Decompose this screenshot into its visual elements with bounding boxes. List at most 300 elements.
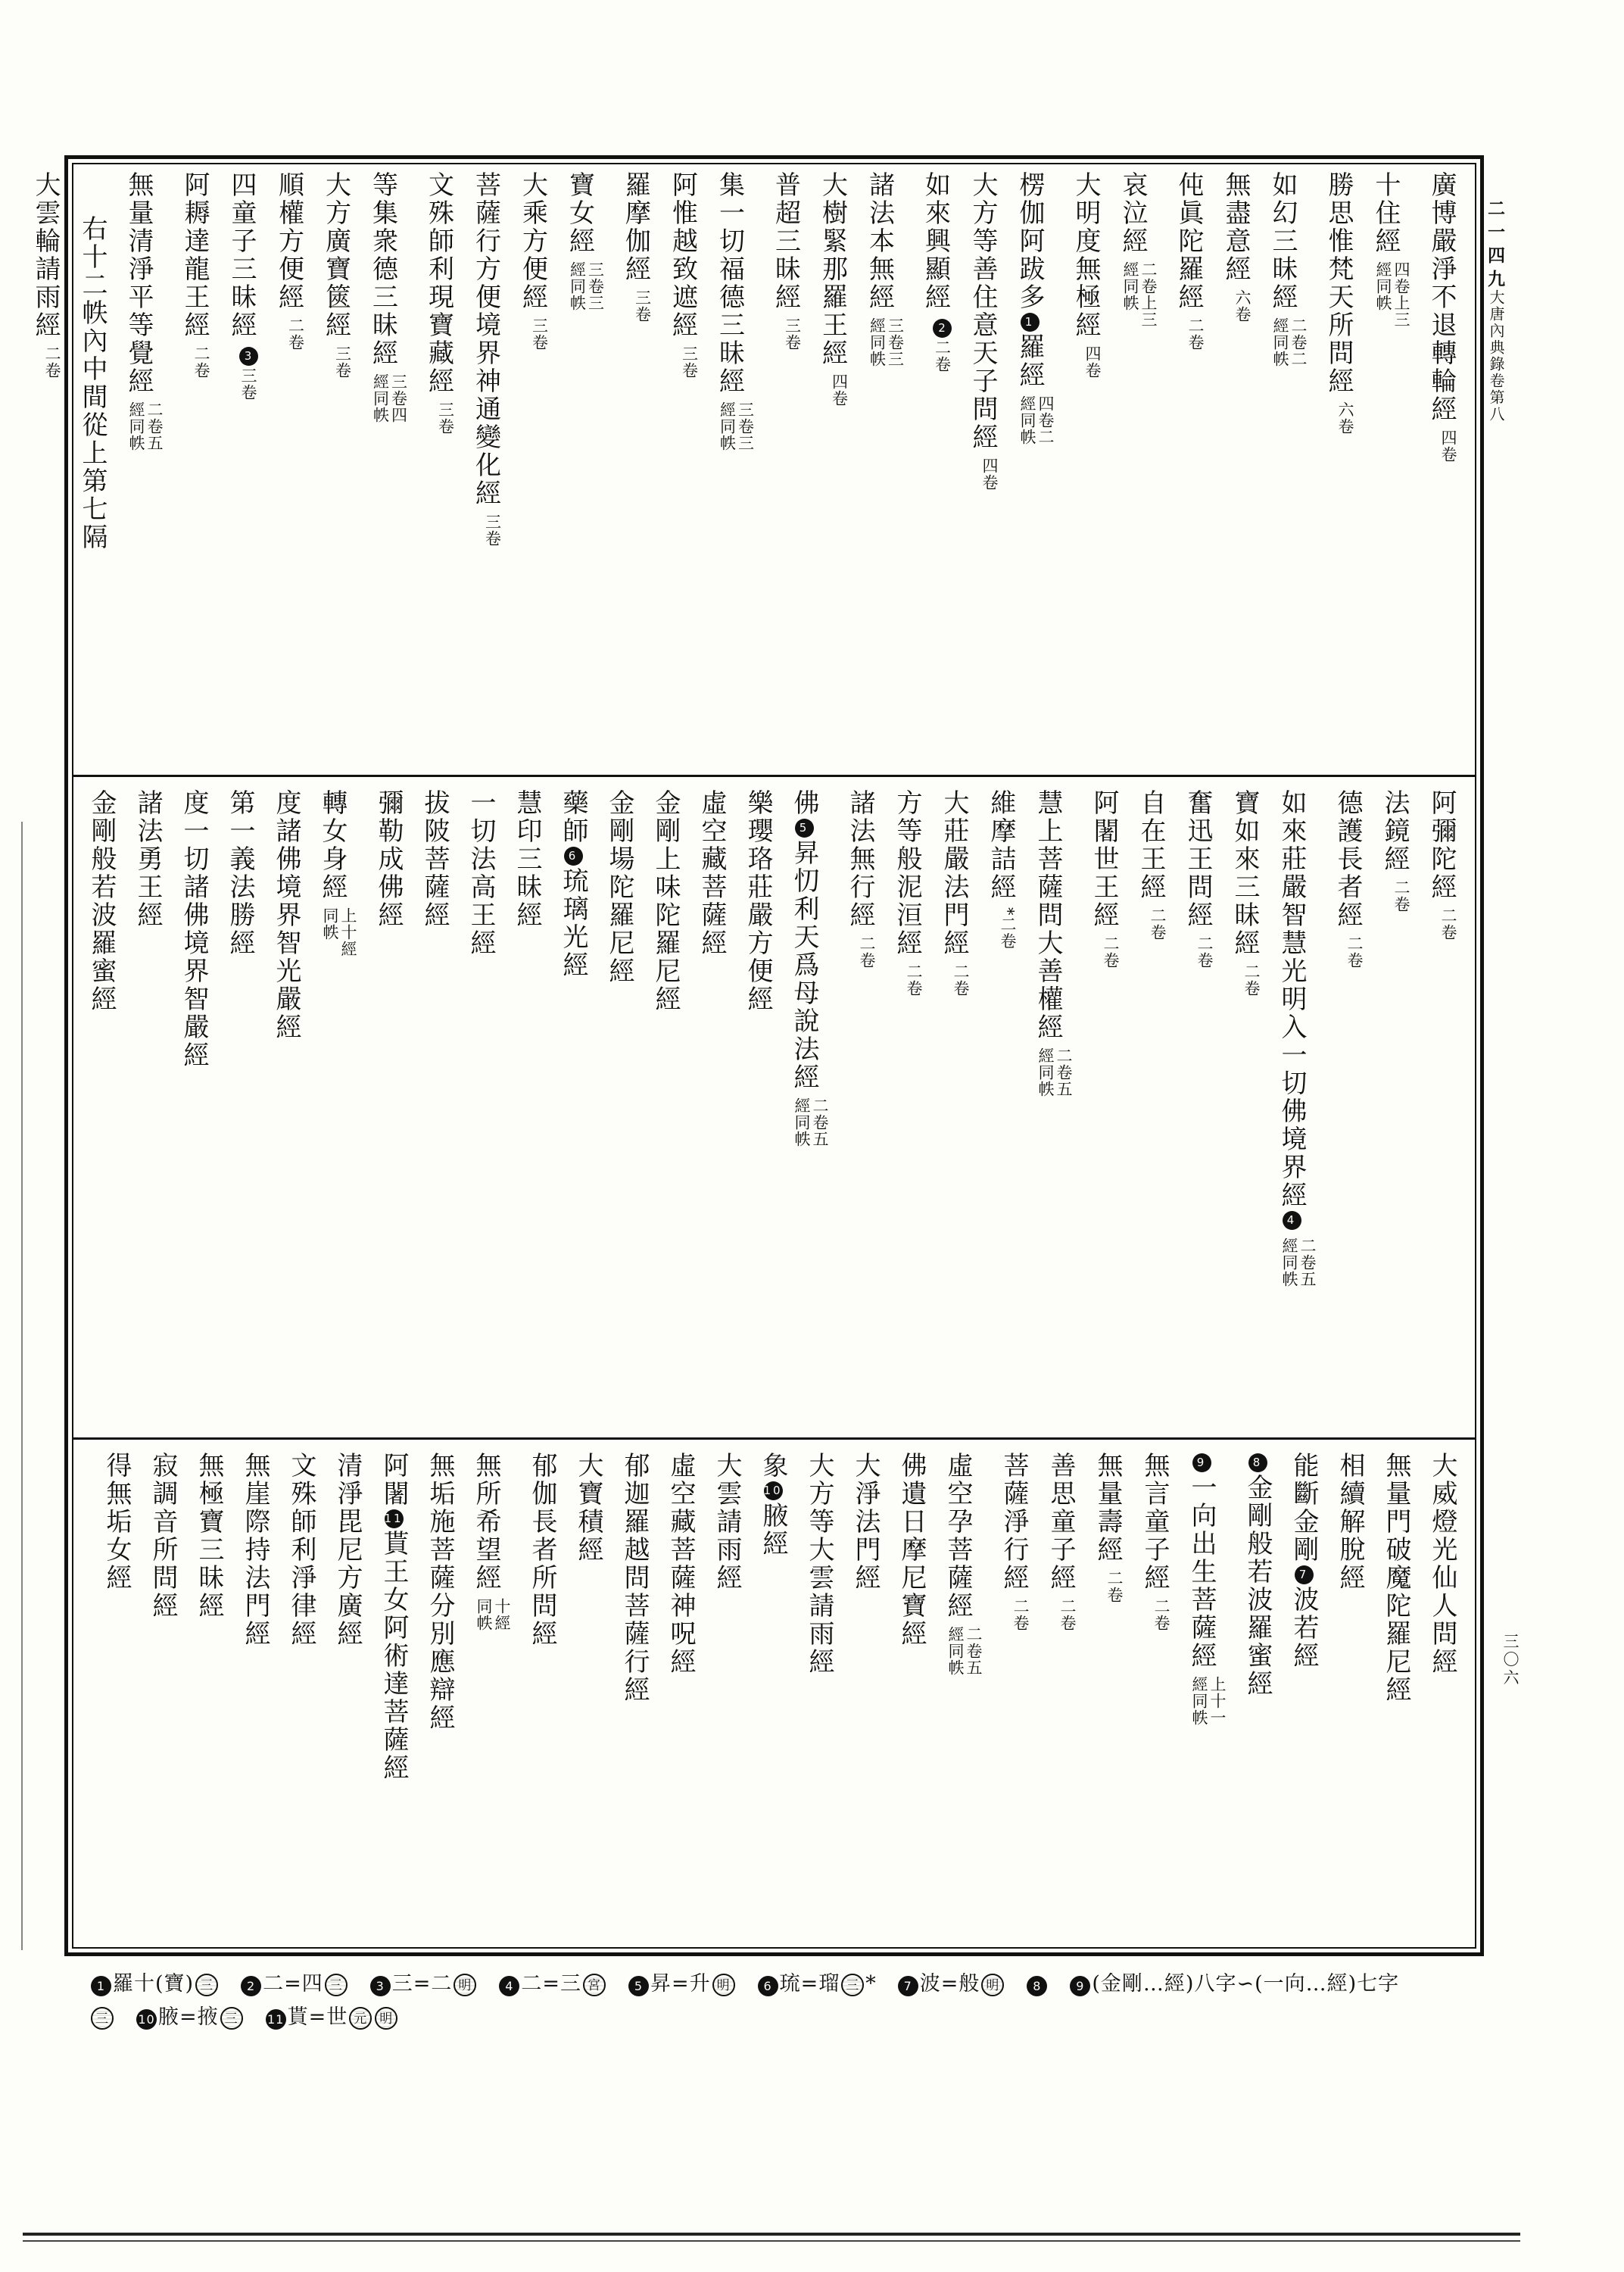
sutra-entry — [332, 1452, 363, 1944]
page-number-top: 二一四九 — [1485, 199, 1505, 293]
volume-note — [321, 907, 357, 957]
volume-note — [484, 513, 502, 547]
footnote-line — [89, 2001, 1528, 2034]
sutra-title: 諸法勇王經 — [132, 789, 163, 929]
sutra-title: 寶如來三昧經 — [1230, 789, 1260, 957]
edition-mark-icon: 三 — [220, 2007, 243, 2030]
volume-note — [933, 317, 952, 373]
sutra-entry — [317, 789, 357, 1433]
volume-note-column: 三卷 — [633, 289, 652, 323]
sutra-entry — [132, 789, 163, 1433]
sutra-entry — [179, 171, 210, 769]
volume-note-column: 經同帙 — [127, 401, 145, 451]
sutra-title: 方等般泥洹經 — [892, 789, 922, 957]
sutra-title: 如來興顯經 — [920, 171, 951, 311]
sutra-title: 9一向出生菩薩經 — [1186, 1452, 1217, 1670]
volume-note-column: 四卷 — [830, 373, 849, 407]
sutra-entry — [804, 1452, 834, 1944]
sutra-title: 虛空藏菩薩經 — [697, 789, 727, 957]
footnote-ref-icon: 1 — [1021, 313, 1040, 332]
volume-note-column: 二卷 — [1058, 1598, 1077, 1631]
sutra-title: 大明度無極經 — [1071, 171, 1101, 339]
volume-note-column: *二卷 — [999, 907, 1017, 950]
sutra-entry — [1276, 789, 1317, 1433]
footnote-ref-icon: 11 — [385, 1509, 404, 1528]
sutra-entry — [271, 789, 301, 1433]
volume-note — [287, 317, 305, 351]
sutra-entry — [758, 1452, 788, 1944]
sutra-entry — [1186, 1452, 1227, 1944]
sutra-entry — [471, 171, 502, 769]
footnote-ref-icon: 8 — [1248, 1453, 1267, 1472]
sutra-entry — [845, 789, 876, 1433]
sutra-title: 文殊師利現寶藏經 — [423, 171, 454, 395]
sutra-title: 諸法無行經 — [845, 789, 875, 929]
edition-mark-icon: 明 — [712, 1974, 735, 1996]
volume-note-column: 三卷三 — [736, 401, 755, 451]
volume-note-column: 二卷上三 — [1139, 261, 1158, 328]
edition-mark-icon: 宮 — [583, 1974, 606, 1996]
page-number-bottom: 三〇六 — [1501, 1633, 1520, 1687]
volume-note — [192, 345, 210, 379]
sutra-title: 大雲輪請雨經 — [30, 171, 61, 339]
volume-note-column: 三卷 — [483, 513, 502, 547]
sutra-entry — [123, 171, 164, 769]
volume-note-column: 二卷 — [1392, 879, 1410, 913]
sutra-title: 無量壽經 — [1093, 1452, 1123, 1564]
sutra-title: 阿惟越致遮經 — [667, 171, 698, 339]
sutra-title: 寶女經 — [564, 171, 595, 255]
sutra-entry — [621, 171, 652, 769]
sutra-title: 象10腋經 — [758, 1452, 788, 1558]
volume-note-column: 二卷 — [1439, 907, 1457, 941]
volume-note-column: 同帙 — [475, 1598, 493, 1631]
sutra-entry — [939, 789, 970, 1433]
volume-note-column: 十經 — [493, 1598, 511, 1631]
sutra-entry — [226, 171, 258, 769]
edition-mark-icon: 三 — [325, 1974, 348, 1996]
sutra-title: 伅眞陀羅經 — [1174, 171, 1204, 311]
volume-note — [681, 345, 699, 379]
sutra-title: 大雲請雨經 — [712, 1452, 742, 1592]
sutra-title: 度一切諸佛境界智嚴經 — [179, 789, 209, 1069]
volume-note-column: 同帙 — [321, 907, 339, 941]
footnote-item: 9 (金剛…經)八字∽(一向…經)七字 — [1068, 1972, 1399, 1996]
edition-mark-icon: 明 — [981, 1974, 1004, 1996]
sutra-entry — [999, 1452, 1030, 1944]
volume-note-column: 三卷三 — [886, 317, 905, 367]
sutra-title: 十住經 — [1370, 171, 1401, 255]
volume-note — [569, 261, 605, 311]
volume-note — [1190, 1676, 1227, 1726]
sutra-title: 佛5昇忉利天爲母說法經 — [789, 789, 819, 1091]
sutra-title: 能斷金剛7波若經 — [1289, 1452, 1319, 1670]
sutra-entry — [1117, 171, 1158, 769]
scan-artifact-line — [21, 822, 23, 1950]
volume-note-column: 四卷 — [980, 457, 999, 491]
sutra-title: 大方等大雲請雨經 — [804, 1452, 834, 1676]
footnote-ref-icon: 5 — [628, 1976, 649, 1996]
volume-note-column: 二卷 — [1105, 1570, 1124, 1603]
sutra-title: 金剛般若波羅蜜經 — [86, 789, 117, 1013]
sutra-entry — [379, 1452, 409, 1944]
volume-note-column: 二卷 — [1149, 907, 1167, 941]
volume-note — [1392, 879, 1410, 913]
sutra-title: 諸法本無經 — [864, 171, 895, 311]
volume-note — [1242, 963, 1261, 997]
sutra-title: 羅摩伽經 — [620, 171, 651, 283]
sutra-title: 廣博嚴淨不退轉輪經 — [1426, 171, 1457, 423]
volume-note-column: 經同帙 — [1036, 1047, 1055, 1097]
volume-note — [1036, 1047, 1073, 1097]
sutra-entry — [943, 1452, 983, 1944]
sutra-entry — [240, 1452, 270, 1944]
sutra-title: 第一義法勝經 — [225, 789, 255, 957]
volume-note — [239, 345, 258, 401]
footnote-ref-icon: 7 — [898, 1976, 918, 1996]
volume-note-column: 經同帙 — [371, 373, 390, 423]
sutra-title: 順權方便經 — [273, 171, 304, 311]
volume-note-column: 二卷 — [858, 935, 876, 969]
sutra-entry — [1370, 171, 1410, 769]
sutra-title: 大方等善住意天子問經 — [968, 171, 998, 451]
volume-note-column: 三卷 — [530, 317, 549, 351]
volume-note-column: 二卷 — [1195, 935, 1214, 969]
sutra-title: 大乘方便經 — [517, 171, 548, 311]
sutra-title: 清淨毘尼方廣經 — [332, 1452, 363, 1648]
sutra-title: 如來莊嚴智慧光明入一切佛境界經4 — [1276, 789, 1307, 1231]
footnote-ref-icon: 10 — [136, 2009, 157, 2030]
footnote-ref-icon: 3 — [239, 347, 258, 366]
sutra-entry — [715, 171, 755, 769]
sutra-title: 如幻三昧經 — [1267, 171, 1298, 311]
volume-note — [980, 457, 999, 491]
volume-note — [793, 1097, 829, 1147]
volume-note-column: 經同帙 — [946, 1626, 965, 1676]
volume-note-column: 經同帙 — [1121, 261, 1139, 311]
sutra-entry — [1381, 1452, 1411, 1944]
sutra-title: 阿闍世王經 — [1089, 789, 1119, 929]
volume-note-column: 二卷 — [192, 345, 210, 379]
sutra-entry — [865, 171, 905, 769]
edition-mark-icon: 三 — [841, 1974, 864, 1996]
sutra-entry — [77, 171, 108, 769]
sutra-entry — [986, 789, 1017, 1433]
footnote-item: 1 羅十(寶) 三 — [89, 1972, 220, 1996]
sutra-title: 佛遺日摩尼寶經 — [896, 1452, 927, 1648]
sutra-title: 寂調音所問經 — [148, 1452, 178, 1620]
sutra-entry — [892, 789, 923, 1433]
volume-note-column: 經同帙 — [718, 401, 737, 451]
volume-note — [1152, 1598, 1170, 1631]
volume-note-column: 二卷五 — [811, 1097, 829, 1147]
sutra-title: 自在王經 — [1136, 789, 1166, 901]
sutra-title: 等集衆德三昧經 — [367, 171, 398, 367]
volume-note-column: 三卷 — [436, 401, 455, 435]
sutra-entry — [518, 171, 549, 769]
sutra-entry — [527, 1452, 557, 1944]
sutra-title: 大淨法門經 — [850, 1452, 881, 1592]
volume-note — [372, 373, 408, 423]
sutra-entry — [101, 1452, 132, 1944]
volume-note-column: 三卷四 — [389, 373, 408, 423]
volume-note-column: 上十經 — [339, 907, 357, 957]
volume-note-column: 三卷 — [783, 317, 802, 351]
footnote-ref-icon: 10 — [764, 1481, 783, 1500]
volume-note-column: 三卷 — [333, 345, 352, 379]
volume-note-column: 四卷二 — [1036, 395, 1055, 445]
sutra-entry — [512, 789, 542, 1433]
volume-note-column: 二卷 — [1345, 935, 1364, 969]
volume-note — [858, 935, 876, 969]
sutra-entry — [373, 789, 404, 1433]
volume-note — [1186, 317, 1205, 351]
sutra-title: 右十二帙內中間從上第七隔 — [77, 215, 108, 551]
sutra-entry — [286, 1452, 316, 1944]
sutra-title: 大威燈光仙人問經 — [1427, 1452, 1457, 1676]
volume-note-column: 二卷 — [1242, 963, 1261, 997]
volume-note — [1233, 289, 1252, 323]
volume-note — [334, 345, 352, 379]
catalog-section-middle — [76, 777, 1473, 1433]
sutra-entry — [1093, 1452, 1124, 1944]
sutra-title: 奮迅王問經 — [1183, 789, 1213, 929]
sutra-entry — [1335, 1452, 1365, 1944]
sutra-title: 勝思惟梵天所問經 — [1323, 171, 1354, 395]
footnote-item: 4 二=三 宮 — [497, 1972, 607, 1996]
volume-note — [1280, 1237, 1317, 1287]
volume-note-column: 二卷 — [1102, 935, 1120, 969]
bottom-rule — [23, 2240, 1520, 2242]
volume-note-column: 二卷 — [1186, 317, 1205, 351]
volume-note — [437, 401, 455, 435]
volume-note — [718, 401, 755, 451]
sutra-title: 無垢施菩薩分別應辯經 — [425, 1452, 455, 1732]
volume-note-column: 經同帙 — [1190, 1676, 1208, 1726]
volume-note-column: 經同帙 — [868, 317, 887, 367]
volume-note — [1345, 935, 1364, 969]
volume-note — [1149, 907, 1167, 941]
sutra-entry — [1323, 171, 1354, 769]
sutra-entry — [466, 789, 496, 1433]
bottom-rule — [23, 2233, 1520, 2236]
volume-note — [946, 1626, 983, 1676]
sutra-entry — [1379, 789, 1410, 1433]
volume-note — [1439, 907, 1457, 941]
sutra-title: 8金剛般若波羅蜜經 — [1242, 1452, 1273, 1698]
sutra-title: 藥師6琉璃光經 — [558, 789, 588, 979]
footnote-item: 2 二=四 三 — [239, 1972, 349, 1996]
volume-note-column: 3三卷 — [239, 345, 258, 401]
sutra-entry — [896, 1452, 927, 1944]
footnote-ref-icon: 8 — [1027, 1976, 1047, 1996]
volume-note-column: 二卷 — [905, 963, 923, 997]
sutra-title: 大樹緊那羅王經 — [817, 171, 848, 367]
sutra-entry — [565, 171, 605, 769]
edition-mark-icon: 三 — [195, 1974, 218, 1996]
sutra-entry — [771, 171, 802, 769]
volume-note-column: 經同帙 — [793, 1097, 811, 1147]
volume-note-column: 經同帙 — [568, 261, 587, 311]
volume-note — [1105, 1570, 1124, 1603]
sutra-title: 一切法高王經 — [466, 789, 496, 957]
sutra-entry — [712, 1452, 742, 1944]
sutra-entry — [968, 171, 999, 769]
volume-note — [784, 317, 802, 351]
volume-note-column: 六卷 — [1233, 289, 1252, 323]
sutra-entry — [425, 1452, 455, 1944]
volume-note-column: 四卷上三 — [1392, 261, 1410, 328]
footnote-ref-icon: 2 — [933, 319, 952, 338]
footnote-item — [89, 2005, 115, 2029]
sutra-title: 金剛場陀羅尼經 — [604, 789, 634, 985]
sutra-title: 轉女身經 — [317, 789, 348, 901]
sutra-entry — [368, 171, 408, 769]
sutra-title: 哀泣經 — [1117, 171, 1148, 255]
edition-mark-icon: 元 — [349, 2007, 372, 2030]
footnote-ref-icon: 1 — [91, 1976, 111, 1996]
sutra-entry — [1427, 1452, 1457, 1944]
footnotes — [89, 1968, 1528, 2034]
volume-note-column: 二卷 — [43, 345, 61, 379]
volume-note — [831, 373, 849, 407]
volume-note-column: 經同帙 — [1280, 1237, 1298, 1287]
sutra-title: 菩薩淨行經 — [999, 1452, 1029, 1592]
sutra-title: 郁迦羅越問菩薩行經 — [619, 1452, 650, 1704]
volume-note — [43, 345, 61, 379]
sutra-entry — [1015, 171, 1055, 769]
footnote-ref-icon: 2 — [241, 1976, 261, 1996]
footnote-line — [89, 1968, 1528, 2001]
edition-mark-icon: 明 — [454, 1974, 476, 1996]
sutra-entry — [471, 1452, 511, 1944]
sutra-title: 阿耨達龍王經 — [179, 171, 210, 339]
sutra-entry — [921, 171, 952, 769]
sutra-entry — [1426, 789, 1457, 1433]
sutra-title: 無言童子經 — [1139, 1452, 1170, 1592]
sutra-title: 虛空藏菩薩神呪經 — [665, 1452, 696, 1676]
sutra-entry — [194, 1452, 224, 1944]
sutra-entry — [321, 171, 352, 769]
sutra-entry — [558, 789, 588, 1433]
catalog-section-top — [30, 159, 1473, 769]
sutra-title: 金剛上味陀羅尼經 — [650, 789, 681, 1013]
sutra-entry — [419, 789, 450, 1433]
volume-note-column: 二卷五 — [145, 401, 164, 451]
volume-note — [1102, 935, 1120, 969]
footnote-item — [1025, 1972, 1049, 1996]
volume-note — [531, 317, 549, 351]
sutra-title: 無盡意經 — [1220, 171, 1251, 283]
volume-note — [1374, 261, 1410, 328]
volume-note — [868, 317, 905, 367]
sutra-title: 無所希望經 — [471, 1452, 501, 1592]
footnote-item: 5 昇=升 明 — [627, 1972, 737, 1996]
sutra-entry — [668, 171, 699, 769]
sutra-entry — [274, 171, 305, 769]
sutra-title: 集一切福德三昧經 — [714, 171, 745, 395]
sutra-title: 阿彌陀經 — [1426, 789, 1457, 901]
volume-note-column: 經同帙 — [1271, 317, 1289, 367]
volume-note — [634, 289, 652, 323]
sutra-entry — [86, 789, 117, 1433]
footnote-ref-icon: 6 — [758, 1976, 778, 1996]
volume-note-column: 二卷 — [1011, 1598, 1030, 1631]
sutra-title: 郁伽長者所問經 — [527, 1452, 557, 1648]
volume-note-column: 四卷 — [1439, 429, 1457, 463]
volume-note — [1018, 395, 1055, 445]
sutra-title: 無極寶三昧經 — [194, 1452, 224, 1620]
volume-note — [1271, 317, 1308, 367]
sutra-entry — [1220, 171, 1252, 769]
volume-note-column: 經同帙 — [1374, 261, 1392, 311]
volume-note — [999, 907, 1017, 950]
sutra-title: 大方廣寶篋經 — [320, 171, 351, 339]
sutra-entry — [604, 789, 634, 1433]
sutra-title: 文殊師利淨律經 — [286, 1452, 316, 1648]
volume-note-column: 二卷 — [286, 317, 305, 351]
sutra-entry — [1267, 171, 1308, 769]
volume-note-column: 二卷五 — [1298, 1237, 1317, 1287]
volume-note — [475, 1598, 511, 1631]
volume-note-column: 二卷 — [1152, 1598, 1170, 1631]
volume-note — [1011, 1598, 1030, 1631]
sutra-title: 楞伽阿跋多1羅經 — [1015, 171, 1045, 389]
sutra-entry — [1071, 171, 1102, 769]
sutra-entry — [1033, 789, 1073, 1433]
volume-note-column: 經同帙 — [1018, 395, 1036, 445]
sutra-title: 維摩詰經 — [986, 789, 1016, 901]
sutra-title: 樂瓔珞莊嚴方便經 — [743, 789, 773, 1013]
sutra-title: 虛空孕菩薩經 — [943, 1452, 973, 1620]
sutra-entry — [1230, 789, 1261, 1433]
volume-note — [1439, 429, 1457, 463]
sutra-entry — [179, 789, 209, 1433]
edition-mark-icon: 明 — [375, 2007, 397, 2030]
volume-note — [1058, 1598, 1077, 1631]
text-frame — [30, 155, 1484, 1956]
sutra-title: 相續解脫經 — [1335, 1452, 1365, 1592]
volume-note — [1083, 345, 1102, 379]
sutra-title: 阿闍11貰王女阿術達菩薩經 — [379, 1452, 409, 1782]
sutra-title: 拔陂菩薩經 — [419, 789, 450, 929]
sutra-entry — [573, 1452, 603, 1944]
volume-note — [127, 401, 164, 451]
volume-note — [1195, 935, 1214, 969]
footnote-ref-icon: 11 — [266, 2009, 286, 2030]
footnote-ref-icon: 5 — [795, 819, 814, 838]
footnote-ref-icon: 9 — [1070, 1976, 1090, 1996]
sutra-title: 大寶積經 — [573, 1452, 603, 1564]
volume-note-column: 四卷 — [1083, 345, 1102, 379]
sutra-title: 普超三昧經 — [770, 171, 801, 311]
sutra-entry — [225, 789, 255, 1433]
catalog-section-bottom — [76, 1440, 1473, 1944]
footnote-ref-icon: 6 — [564, 847, 583, 866]
sutra-title: 彌勒成佛經 — [373, 789, 404, 929]
sutra-title: 得無垢女經 — [101, 1452, 132, 1592]
sutra-entry — [1174, 171, 1205, 769]
volume-note-column: 二卷二 — [1289, 317, 1308, 367]
edition-mark-icon: 三 — [91, 2007, 114, 2030]
volume-note — [1336, 401, 1354, 435]
volume-note — [1121, 261, 1158, 328]
sutra-entry — [1333, 789, 1364, 1433]
sutra-title: 大莊嚴法門經 — [939, 789, 969, 957]
sutra-entry — [650, 789, 681, 1433]
sutra-title: 無量清淨平等覺經 — [123, 171, 154, 395]
sutra-entry — [665, 1452, 696, 1944]
